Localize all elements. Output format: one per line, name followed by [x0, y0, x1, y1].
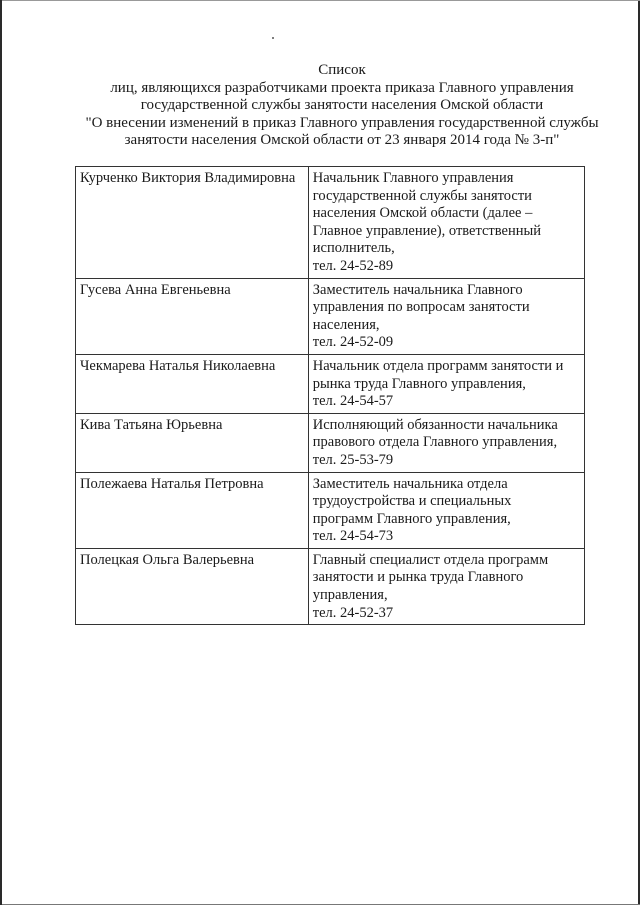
- position-line: рынка труда Главного управления,: [312, 375, 526, 392]
- heading-line: лиц, являющихся разработчиками проекта приказа Главного управления: [110, 79, 574, 96]
- heading-title: Список: [318, 62, 366, 78]
- position-line: Исполняющий обязанности начальника: [312, 416, 558, 433]
- person-name: [76, 278, 309, 354]
- person-name: [76, 354, 309, 413]
- table-row: [76, 354, 585, 413]
- position-line: исполнитель,: [312, 240, 395, 257]
- position-phone: тел. 25-53-79: [312, 451, 394, 468]
- position-line: государственной службы занятости: [312, 187, 532, 204]
- heading-line: занятости населения Омской области от 23 января 2014 года № 3-п": [124, 132, 560, 148]
- table-row: [76, 278, 585, 354]
- position-line: управления,: [312, 587, 388, 604]
- person-name-text: Кива Татьяна Юрьевна: [80, 416, 223, 433]
- position-line: занятости и рынка труда Главного: [312, 569, 524, 586]
- position-line: трудоустройства и специальных: [312, 493, 512, 510]
- position-line: программ Главного управления,: [312, 510, 511, 527]
- position-phone: тел. 24-54-73: [312, 528, 394, 545]
- developers-table: [75, 166, 585, 625]
- table-row: [76, 167, 585, 279]
- person-name-text: Курченко Виктория Владимировна: [80, 170, 296, 186]
- heading-line: "О внесении изменений в приказ Главного управления государственной службы: [85, 114, 599, 131]
- table-row: [76, 413, 585, 472]
- person-position: [308, 354, 584, 413]
- person-name-text: Гусева Анна Евгеньевна: [80, 281, 231, 298]
- person-position: [308, 278, 584, 354]
- scan-speck: [272, 37, 274, 39]
- table-row: [76, 472, 585, 548]
- position-phone: тел. 24-52-37: [312, 604, 394, 621]
- position-line: населения Омской области (далее –: [312, 205, 533, 222]
- person-name-text: Полецкая Ольга Валерьевна: [80, 551, 255, 568]
- person-name-text: Полежаева Наталья Петровна: [80, 475, 264, 492]
- position-line: Главное управление), ответственный: [312, 222, 541, 239]
- person-position: [308, 472, 584, 548]
- document-heading: [62, 62, 622, 150]
- position-line: Главный специалист отдела программ: [312, 551, 549, 568]
- person-position: [308, 413, 584, 472]
- position-phone: тел. 24-52-89: [312, 257, 394, 274]
- person-name: [76, 548, 309, 624]
- person-name-text: Чекмарева Наталья Николаевна: [80, 357, 276, 374]
- position-phone: тел. 24-54-57: [312, 393, 394, 410]
- heading-line: государственной службы занятости населения Омской области: [140, 97, 544, 113]
- position-line: управления по вопросам занятости: [312, 299, 530, 316]
- person-name: [76, 472, 309, 548]
- page-top-edge: [2, 0, 640, 1]
- position-line: населения,: [312, 316, 380, 333]
- position-line: правового отдела Главного управления,: [312, 434, 558, 451]
- person-name: [76, 413, 309, 472]
- position-line: Заместитель начальника Главного: [312, 281, 523, 298]
- position-line: Начальник Главного управления: [312, 170, 514, 186]
- table-row: [76, 548, 585, 624]
- position-line: Заместитель начальника отдела: [312, 475, 508, 492]
- person-name: [76, 167, 309, 279]
- position-line: Начальник отдела программ занятости и: [312, 357, 564, 374]
- person-position: [308, 167, 584, 279]
- person-position: [308, 548, 584, 624]
- position-phone: тел. 24-52-09: [312, 334, 394, 351]
